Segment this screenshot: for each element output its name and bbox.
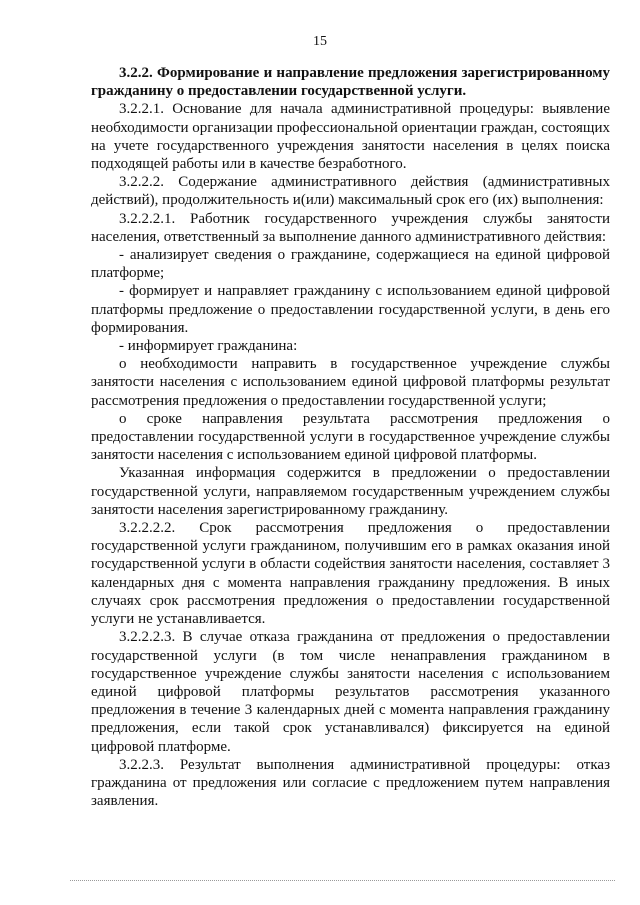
list-item-form-send: - формирует и направляет гражданину с использованием единой цифровой платформы предложение о предоставлении государственной услуги, в день его формирования.: [91, 283, 610, 336]
page-number: 15: [313, 34, 327, 49]
list-item-analyze: - анализирует сведения о гражданине, содержащиеся на единой цифровой платформе;: [91, 247, 610, 282]
inform-subitem-necessity: о необходимости направить в государственное учреждение службы занятости населения с использованием единой цифровой платформы результат рассмотрения предложения о предоставлении государственной услуги;: [91, 356, 610, 409]
paragraph-3-2-2-1: 3.2.2.1. Основание для начала административной процедуры: выявление необходимости организации профессиональной ориентации граждан, состоящих на учете государственного учреждения занятости населения в целях поиска подходящей работы или в качестве безработного.: [91, 101, 610, 173]
inform-subitem-deadline: о сроке направления результата рассмотрения предложения о предоставлении государственной услуги в государственное учреждение службы занятости населения с использованием единой цифровой платформы.: [91, 410, 610, 464]
footer-divider: [70, 880, 615, 881]
paragraph-3-2-2-3: 3.2.2.3. Результат выполнения административной процедуры: отказ гражданина от предложения или согласие с предложением путем направления заявления.: [91, 756, 610, 810]
paragraph-3-2-2-2: 3.2.2.2. Содержание административного действия (административных действий), продолжительность и(или) максимальный срок его (их) выполнения:: [91, 174, 610, 209]
paragraph-3-2-2-2-1: 3.2.2.2.1. Работник государственного учреждения службы занятости населения, ответственный за выполнение данного административного действия:: [91, 210, 610, 245]
document-body: [91, 64, 610, 810]
paragraph-3-2-2-2-2: 3.2.2.2.2. Срок рассмотрения предложения о предоставлении государственной услуги гражданином, получившим его в рамках оказания иной государственной услуги в области содействия занятости населения, составляет 3 календарных дня с момента направления гражданину предложения. В иных случаях срок рассмотрения предложения о предоставлении государственной услуги не устанавливается.: [91, 520, 610, 628]
list-item-inform: - информирует гражданина:: [119, 338, 298, 355]
section-heading: 3.2.2. Формирование и направление предложения зарегистрированному гражданину о предоставлении государственной услуги.: [91, 65, 610, 100]
paragraph-3-2-2-2-3: 3.2.2.2.3. В случае отказа гражданина от предложения о предоставлении государственной услуги (в том числе ненаправления гражданином в государственное учреждение службы занятости населения с использованием единой цифровой платформы результатов рассмотрения указанного предложения в течение 3 календарных дней с момента направления гражданину предложения, если такой срок устанавливался) фиксируется на единой цифровой платформе.: [91, 629, 610, 755]
paragraph-information-note: Указанная информация содержится в предложении о предоставлении государственной услуги, направляемом государственным учреждением службы занятости населения зарегистрированному гражданину.: [91, 465, 610, 518]
